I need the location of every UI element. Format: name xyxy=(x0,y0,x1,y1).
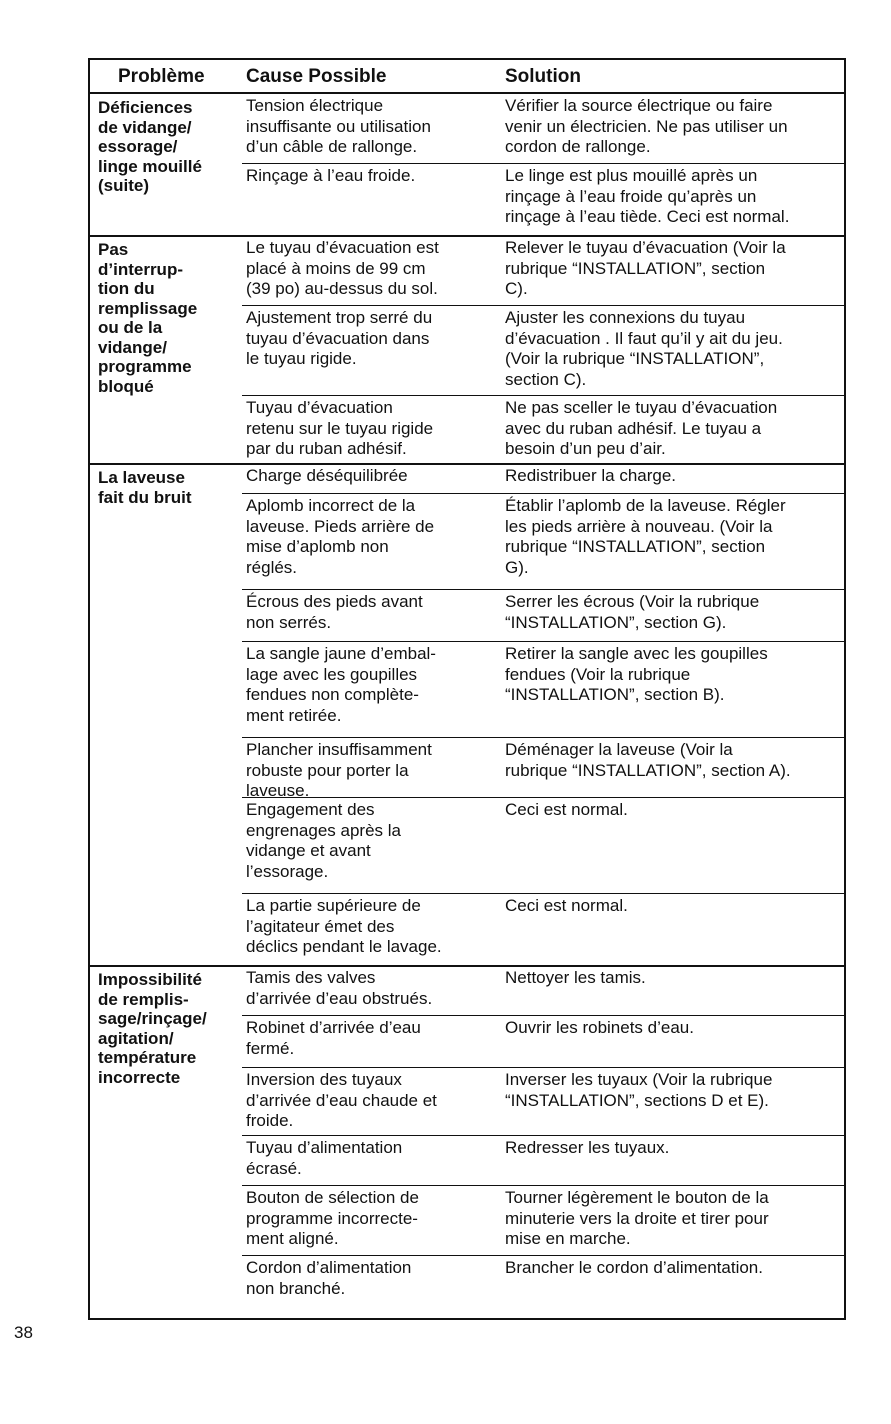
cause-cell-line: insuffisante ou utilisation xyxy=(246,116,431,136)
cause-cell xyxy=(246,466,408,487)
cause-cell-line: engrenages après la xyxy=(246,820,402,840)
cause-cell-line: Plancher insuffisamment xyxy=(246,740,432,759)
cause-cell xyxy=(246,644,436,726)
cause-cell xyxy=(246,800,401,882)
solution-cell-line: Vérifier la source électrique ou faire xyxy=(505,96,773,115)
solution-cell-line: Redistribuer la charge. xyxy=(505,466,677,485)
row-divider xyxy=(242,493,844,494)
solution-cell-line: cordon de rallonge. xyxy=(505,137,651,156)
solution-cell-line: (Voir la rubrique “INSTALLATION”, xyxy=(505,349,765,368)
cause-cell xyxy=(246,308,432,370)
troubleshooting-table xyxy=(88,58,846,1320)
solution-cell-line: avec du ruban adhésif. Le tuyau a xyxy=(505,418,762,438)
cause-cell-line: Tension électrique xyxy=(246,96,384,115)
solution-cell xyxy=(505,1070,772,1111)
row-divider xyxy=(242,893,844,894)
cause-cell-line: Robinet d’arrivée d’eau xyxy=(246,1018,421,1037)
problem-label-line: (suite) xyxy=(98,176,149,195)
cause-cell-line: par du ruban adhésif. xyxy=(246,439,407,458)
problem-label-line: Pas xyxy=(98,240,129,259)
row-divider xyxy=(242,589,844,590)
solution-cell-line: Relever le tuyau d’évacuation (Voir la xyxy=(505,238,786,257)
page-number: 38 xyxy=(14,1323,33,1342)
solution-cell-line: C). xyxy=(505,279,528,298)
solution-cell-line: “INSTALLATION”, section B). xyxy=(505,685,725,704)
header-cause: Cause Possible xyxy=(246,66,387,87)
problem-label-line: température xyxy=(98,1048,197,1067)
problem-label-line: La laveuse xyxy=(98,468,185,487)
cause-cell-line: fendues non complète- xyxy=(246,685,419,704)
problem-label-line: de vidange/ xyxy=(98,117,192,137)
header-solution: Solution xyxy=(505,66,581,87)
cause-cell-line: (39 po) au-dessus du sol. xyxy=(246,279,438,298)
cause-cell xyxy=(246,1070,437,1132)
solution-cell-line: Serrer les écrous (Voir la rubrique xyxy=(505,592,760,611)
solution-cell-line: rinçage à l’eau froide qu’après un xyxy=(505,186,757,206)
problem-label-line: linge mouillé xyxy=(98,156,202,176)
group-divider xyxy=(90,463,844,465)
solution-cell xyxy=(505,466,676,487)
solution-cell-line: d’évacuation . Il faut qu’il y ait du jeu. xyxy=(505,328,783,348)
solution-cell-line: “INSTALLATION”, section G). xyxy=(505,612,727,632)
solution-cell xyxy=(505,740,791,781)
cause-cell-line: l’agitateur émet des xyxy=(246,916,395,936)
solution-cell-line: rubrique “INSTALLATION”, section xyxy=(505,537,766,556)
cause-cell xyxy=(246,592,423,633)
header-problem: Problème xyxy=(118,66,205,87)
problem-label-line: agitation/ xyxy=(98,1028,174,1048)
problem-label-line: programme xyxy=(98,357,192,376)
solution-cell-line: section C). xyxy=(505,369,587,389)
solution-cell xyxy=(505,1138,669,1159)
solution-cell-line: Redresser les tuyaux. xyxy=(505,1138,670,1157)
solution-cell-line: rubrique “INSTALLATION”, section xyxy=(505,258,766,278)
cause-cell-line: laveuse. xyxy=(246,781,310,800)
row-divider xyxy=(242,305,844,306)
solution-cell xyxy=(505,1188,769,1250)
solution-cell-line: Ouvrir les robinets d’eau. xyxy=(505,1018,694,1037)
solution-cell xyxy=(505,1258,763,1279)
cause-cell-line: Bouton de sélection de xyxy=(246,1188,419,1207)
cause-cell xyxy=(246,96,431,158)
solution-cell-line: Ceci est normal. xyxy=(505,896,628,915)
row-divider xyxy=(242,1135,844,1136)
problem-label xyxy=(98,468,191,507)
solution-cell-line: Déménager la laveuse (Voir la xyxy=(505,740,733,759)
group-divider xyxy=(90,235,844,237)
solution-cell xyxy=(505,896,628,917)
cause-cell xyxy=(246,238,439,300)
solution-cell-line: Tourner légèrement le bouton de la xyxy=(505,1188,769,1207)
problem-label xyxy=(98,970,207,1087)
cause-cell-line: ment retirée. xyxy=(246,705,342,725)
cause-cell-line: programme incorrecte- xyxy=(246,1208,418,1228)
header-divider xyxy=(90,92,844,94)
solution-cell xyxy=(505,308,783,390)
problem-label-line: fait du bruit xyxy=(98,487,192,507)
problem-label-line: de remplis- xyxy=(98,989,189,1009)
cause-cell-line: Ajustement trop serré du xyxy=(246,308,433,327)
solution-cell-line: Inverser les tuyaux (Voir la rubrique xyxy=(505,1070,773,1089)
cause-cell-line: fermé. xyxy=(246,1038,295,1058)
group-divider xyxy=(90,965,844,967)
row-divider xyxy=(242,797,844,798)
cause-cell-line: lage avec les goupilles xyxy=(246,664,418,684)
solution-cell xyxy=(505,96,788,158)
cause-cell-line: robuste pour porter la xyxy=(246,760,409,780)
cause-cell-line: écrasé. xyxy=(246,1158,302,1178)
cause-cell xyxy=(246,968,432,1009)
cause-cell-line: ment aligné. xyxy=(246,1229,339,1248)
cause-cell xyxy=(246,398,433,460)
solution-cell-line: rinçage à l’eau tiède. Ceci est normal. xyxy=(505,207,790,226)
cause-cell-line: Tuyau d’évacuation xyxy=(246,398,393,417)
cause-cell xyxy=(246,1188,419,1250)
solution-cell-line: Établir l’aplomb de la laveuse. Régler xyxy=(505,496,786,515)
cause-cell-line: Rinçage à l’eau froide. xyxy=(246,166,416,185)
row-divider xyxy=(242,163,844,164)
cause-cell-line: placé à moins de 99 cm xyxy=(246,258,426,278)
solution-cell-line: G). xyxy=(505,557,529,577)
solution-cell-line: minuterie vers la droite et tirer pour xyxy=(505,1208,769,1228)
cause-cell-line: d’un câble de rallonge. xyxy=(246,137,418,156)
cause-cell-line: Tuyau d’alimentation xyxy=(246,1138,403,1157)
problem-label-line: essorage/ xyxy=(98,137,178,156)
cause-cell xyxy=(246,896,442,958)
cause-cell xyxy=(246,496,434,578)
problem-label-line: Impossibilité xyxy=(98,970,202,989)
solution-cell-line: mise en marche. xyxy=(505,1229,631,1248)
cause-cell-line: tuyau d’évacuation dans xyxy=(246,328,430,348)
cause-cell-line: déclics pendant le lavage. xyxy=(246,937,442,956)
solution-cell-line: les pieds arrière à nouveau. (Voir la xyxy=(505,516,773,536)
cause-cell-line: Engagement des xyxy=(246,800,375,819)
cause-cell-line: le tuyau rigide. xyxy=(246,349,357,368)
cause-cell-line: non branché. xyxy=(246,1278,346,1298)
cause-cell-line: Charge déséquilibrée xyxy=(246,466,408,485)
problem-label-line: sage/rinçage/ xyxy=(98,1009,207,1028)
solution-cell-line: besoin d’un peu d’air. xyxy=(505,439,666,458)
row-divider xyxy=(242,1185,844,1186)
cause-cell-line: l’essorage. xyxy=(246,861,329,881)
cause-cell-line: Écrous des pieds avant xyxy=(246,592,423,611)
solution-cell-line: venir un électricien. Ne pas utiliser un xyxy=(505,116,788,136)
solution-cell xyxy=(505,592,759,633)
cause-cell-line: Aplomb incorrect de la xyxy=(246,496,416,515)
solution-cell xyxy=(505,644,768,706)
problem-label-line: Déficiences xyxy=(98,98,193,117)
problem-label xyxy=(98,240,197,396)
solution-cell-line: Brancher le cordon d’alimentation. xyxy=(505,1258,763,1277)
cause-cell-line: réglés. xyxy=(246,557,298,577)
solution-cell-line: rubrique “INSTALLATION”, section A). xyxy=(505,760,791,780)
cause-cell-line: Inversion des tuyaux xyxy=(246,1070,402,1089)
solution-cell xyxy=(505,496,786,578)
cause-cell-line: mise d’aplomb non xyxy=(246,537,389,556)
row-divider xyxy=(242,641,844,642)
cause-cell-line: Tamis des valves xyxy=(246,968,376,987)
cause-cell-line: Le tuyau d’évacuation est xyxy=(246,238,439,257)
solution-cell xyxy=(505,968,646,989)
cause-cell xyxy=(246,1018,421,1059)
solution-cell xyxy=(505,1018,694,1039)
solution-cell-line: fendues (Voir la rubrique xyxy=(505,664,691,684)
cause-cell xyxy=(246,740,432,802)
row-divider xyxy=(242,1015,844,1016)
solution-cell-line: Ceci est normal. xyxy=(505,800,628,819)
cause-cell-line: d’arrivée d’eau obstrués. xyxy=(246,988,433,1008)
cause-cell-line: non serrés. xyxy=(246,612,332,632)
cause-cell-line: laveuse. Pieds arrière de xyxy=(246,516,435,536)
cause-cell-line: retenu sur le tuyau rigide xyxy=(246,418,434,438)
problem-label-line: incorrecte xyxy=(98,1067,181,1087)
cause-cell-line: La sangle jaune d’embal- xyxy=(246,644,436,663)
solution-cell xyxy=(505,238,786,300)
solution-cell-line: “INSTALLATION”, sections D et E). xyxy=(505,1090,769,1110)
solution-cell xyxy=(505,166,789,228)
row-divider xyxy=(242,737,844,738)
solution-cell-line: Ne pas sceller le tuyau d’évacuation xyxy=(505,398,778,417)
problem-label-line: ou de la xyxy=(98,318,163,337)
solution-cell-line: Retirer la sangle avec les goupilles xyxy=(505,644,768,663)
solution-cell xyxy=(505,398,777,460)
problem-label-line: d’interrup- xyxy=(98,259,183,279)
cause-cell-line: d’arrivée d’eau chaude et xyxy=(246,1090,437,1110)
solution-cell xyxy=(505,800,628,821)
row-divider xyxy=(242,1067,844,1068)
row-divider xyxy=(242,395,844,396)
cause-cell xyxy=(246,1258,411,1299)
cause-cell xyxy=(246,1138,402,1179)
cause-cell-line: La partie supérieure de xyxy=(246,896,421,915)
problem-label-line: tion du xyxy=(98,279,155,298)
cause-cell-line: Cordon d’alimentation xyxy=(246,1258,412,1277)
solution-cell-line: Ajuster les connexions du tuyau xyxy=(505,308,746,327)
row-divider xyxy=(242,1255,844,1256)
solution-cell-line: Le linge est plus mouillé après un xyxy=(505,166,758,185)
cause-cell-line: froide. xyxy=(246,1111,294,1130)
problem-label-line: bloqué xyxy=(98,376,154,396)
problem-label-line: vidange/ xyxy=(98,337,167,357)
cause-cell xyxy=(246,166,415,187)
problem-label-line: remplissage xyxy=(98,298,198,318)
problem-label xyxy=(98,98,202,196)
cause-cell-line: vidange et avant xyxy=(246,841,371,860)
solution-cell-line: Nettoyer les tamis. xyxy=(505,968,646,987)
